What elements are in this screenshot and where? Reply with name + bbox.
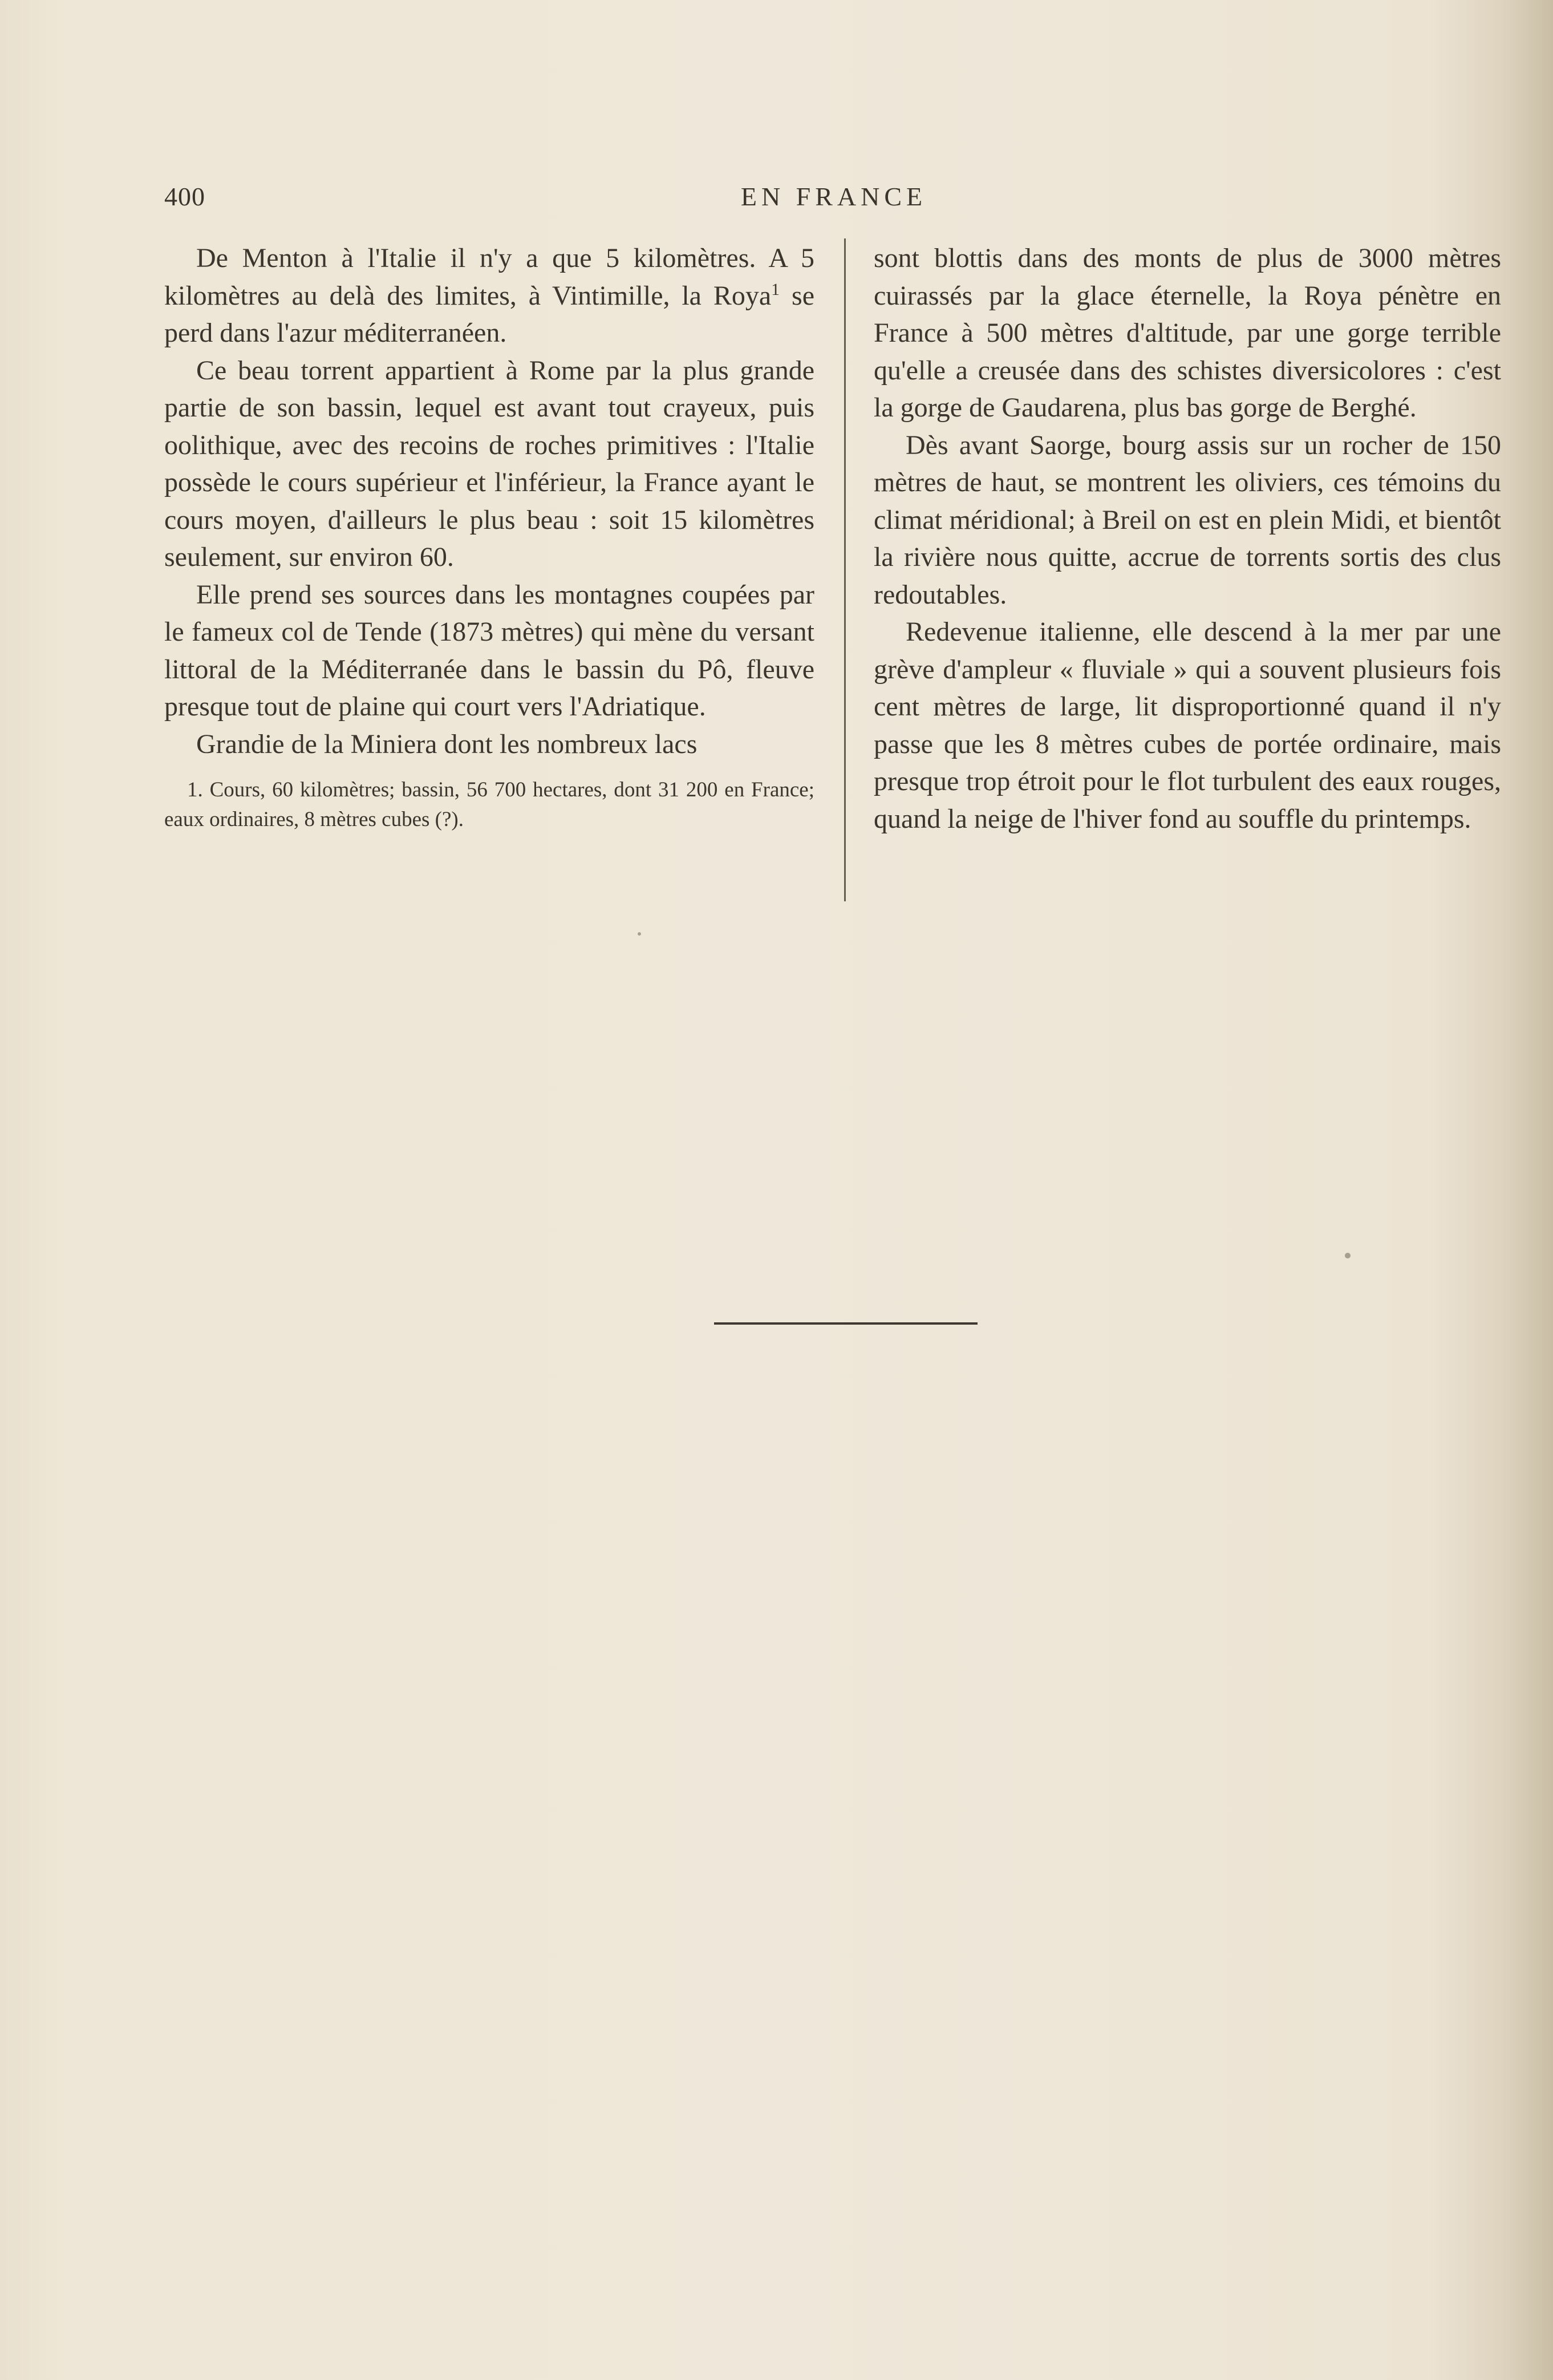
- left-column: [164, 240, 814, 835]
- paper-speck: [1345, 1253, 1351, 1258]
- paragraph-1: [164, 240, 814, 352]
- paragraph-5: sont blottis dans des monts de plus de 3000 mètres cuirassés par la glace éternelle, la Roya pénètre en France à 500 mètres d'altitude, par une gorge terrible qu'elle a creusée dans des schistes diversicolores : c'est la gorge de Gaudarena, plus bas gorge de Berghé.: [874, 243, 1501, 423]
- paragraph-4: Grandie de la Miniera dont les nombreux lacs: [196, 728, 698, 759]
- page-number: 400: [164, 182, 205, 211]
- paragraph-6: Dès avant Saorge, bourg assis sur un rocher de 150 mètres de haut, se montrent les oliviers, ces témoins du climat méridional; à Breil on est en plein Midi, et bientôt la rivière nous quitte, accrue de torrents sortis des clus redoutables.: [874, 430, 1501, 610]
- paper-speck: [638, 932, 641, 936]
- right-column: [874, 240, 1501, 837]
- paragraph-2: Ce beau torrent appartient à Rome par la plus grande partie de son bassin, lequel est avant tout crayeux, puis oolithique, avec des recoins de roches primitives : l'Italie possède le cours supérieur et l'inférieur, la France ayant le cours moyen, d'ailleurs le plus beau : soit 15 kilomètres seulement, sur environ 60.: [164, 355, 814, 572]
- running-header: [164, 181, 1503, 216]
- paragraph-3: Elle prend ses sources dans les montagnes coupées par le fameux col de Tende (1873 mètres) qui mène du versant littoral de la Méditerranée dans le bassin du Pô, fleuve presque tout de plaine qui court vers l'Adriatique.: [164, 579, 814, 722]
- footnote: [164, 775, 814, 835]
- paragraph-1-tail: se perd dans l'azur méditerranéen.: [164, 280, 815, 348]
- paragraph-7: Redevenue italienne, elle descend à la mer par une grève d'ampleur « fluviale » qui a souvent plusieurs fois cent mètres de large, lit disproportionné quand il n'y passe que les 8 mètres cubes de portée ordinaire, mais presque trop étroit pour le flot turbulent des eaux rouges, quand la neige de l'hiver fond au souffle du printemps.: [874, 617, 1501, 834]
- footnote-marker: 1: [771, 280, 780, 299]
- paragraph-1-text: De Menton à l'Italie il n'y a que 5 kilomètres. A 5 kilomètres au delà des limites, à Vintimille, la Roya: [164, 243, 814, 311]
- running-title: EN FRANCE: [740, 182, 927, 211]
- footnote-text: 1. Cours, 60 kilomètres; bassin, 56 700 hectares, dont 31 200 en France; eaux ordinaires, 8 mètres cubes (?).: [164, 778, 814, 831]
- end-rule: [714, 1322, 978, 1325]
- column-divider: [844, 238, 846, 901]
